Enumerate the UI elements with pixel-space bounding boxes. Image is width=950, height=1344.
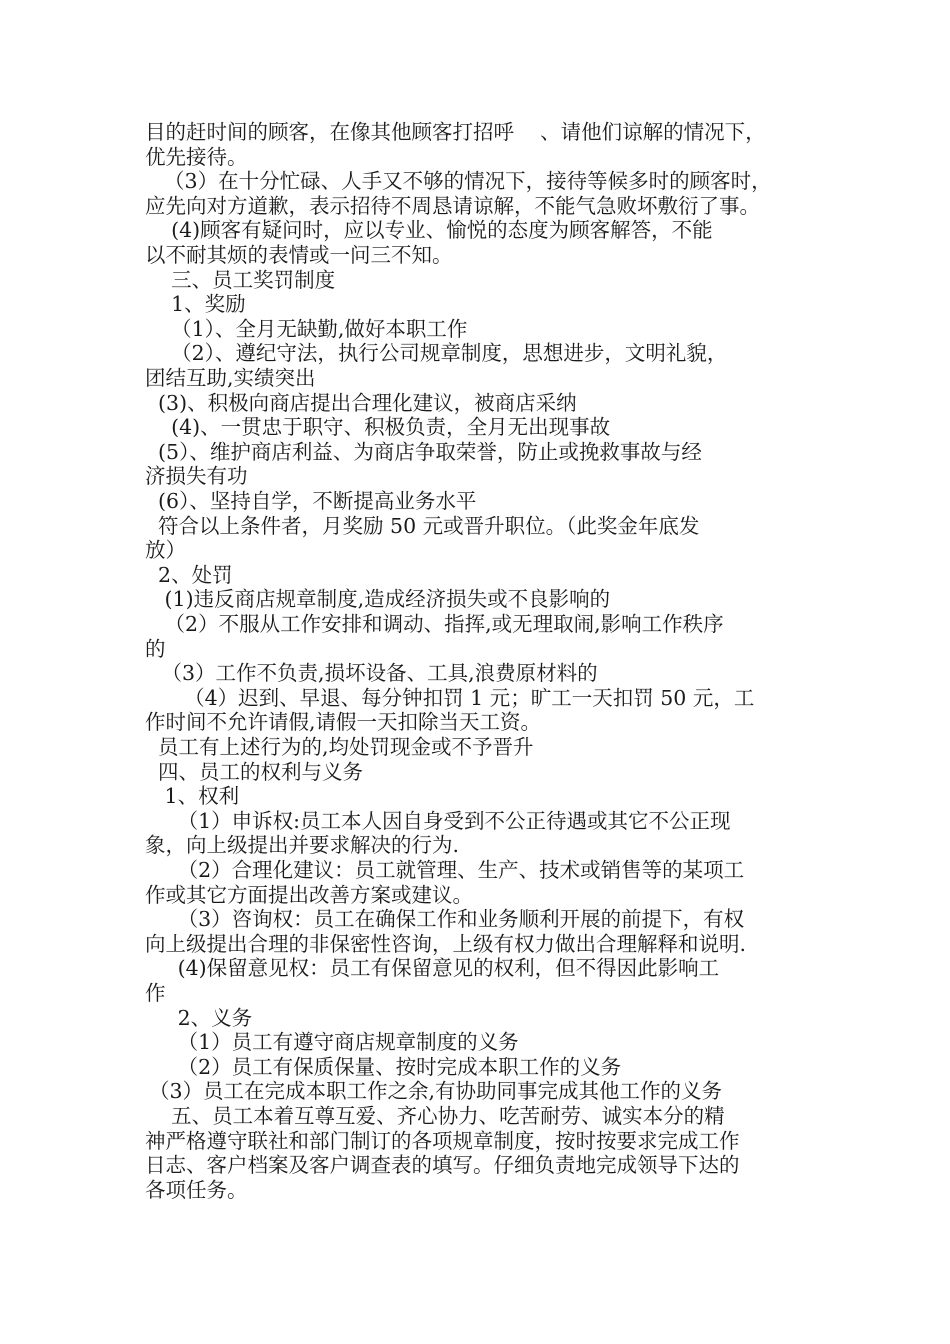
text-line: （3）咨询权：员工在确保工作和业务顺利开展的前提下，有权	[145, 907, 745, 932]
text-line: 神严格遵守联社和部门制订的各项规章制度，按时按要求完成工作	[145, 1128, 740, 1153]
text-line: （3）工作不负责,损坏设备、工具,浪费原材料的	[155, 661, 598, 686]
text-line: (1)违反商店规章制度,造成经济损失或不良影响的	[145, 587, 611, 612]
text-line: （2）员工有保质保量、按时完成本职工作的义务	[145, 1054, 622, 1079]
text-line: （3）在十分忙碌、人手又不够的情况下，接待等候多时的顾客时，	[151, 169, 772, 194]
text-line: (4)保留意见权：员工有保留意见的权利，但不得因此影响工	[145, 956, 720, 981]
text-line: （1）员工有遵守商店规章制度的义务	[145, 1030, 519, 1055]
text-line: （4）迟到、早退、每分钟扣罚 1 元；旷工一天扣罚 50 元，工	[145, 685, 755, 710]
text-line: 符合以上条件者，月奖励 50 元或晋升职位。（此奖金年底发	[145, 513, 700, 538]
text-line: (3)、积极向商店提出合理化建议，被商店采纳	[145, 390, 577, 415]
text-line: （2）、遵纪守法，执行公司规章制度，思想进步，文明礼貌，	[145, 341, 728, 366]
text-line: 三、员工奖罚制度	[145, 267, 336, 292]
text-line: 四、员工的权利与义务	[145, 759, 364, 784]
text-line: 济损失有功	[145, 464, 248, 489]
text-line: 象，向上级提出并要求解决的行为.	[145, 833, 460, 858]
text-line: (5）、维护商店利益、为商店争取荣誉，防止或挽救事故与经	[145, 439, 702, 464]
text-line: 放）	[145, 538, 186, 563]
text-line: 作	[145, 981, 166, 1005]
text-line: 日志、客户档案及客户调查表的填写。仔细负责地完成领导下达的	[145, 1153, 740, 1178]
text-line: 员工有上述行为的,均处罚现金或不予晋升	[145, 735, 534, 759]
text-line: 2、处罚	[145, 562, 233, 587]
text-line: (6）、坚持自学，不断提高业务水平	[145, 489, 477, 513]
text-line: 目的赶时间的顾客，在像其他顾客打招呼 、请他们谅解的情况下，	[145, 120, 766, 144]
text-line: 的	[145, 636, 166, 661]
text-line: 以不耐其烦的表情或一问三不知。	[145, 243, 453, 267]
text-line: 作时间不允许请假,请假一天扣除当天工资。	[145, 710, 542, 735]
text-line: （3）员工在完成本职工作之余,有协助同事完成其他工作的义务	[149, 1079, 723, 1104]
text-line: （1）、全月无缺勤,做好本职工作	[145, 316, 468, 341]
text-line: （2）合理化建议：员工就管理、生产、技术或销售等的某项工	[145, 858, 745, 882]
text-line: 应先向对方道歉，表示招待不周恳请谅解，不能气急败坏敷衍了事。	[145, 193, 760, 218]
text-line: 优先接待。	[145, 144, 248, 169]
text-line: 作或其它方面提出改善方案或建议。	[145, 882, 473, 907]
text-line: 2、义务	[145, 1005, 253, 1030]
text-line: 1、权利	[145, 784, 240, 809]
text-line: 向上级提出合理的非保密性咨询，上级有权力做出合理解释和说明.	[145, 931, 747, 956]
text-line: 1、奖励	[145, 292, 246, 317]
text-line: 五、员工本着互尊互爱、齐心协力、吃苦耐劳、诚实本分的精	[145, 1104, 725, 1128]
text-line: 团结互助,实绩突出	[145, 366, 316, 390]
text-line: （1）申诉权:员工本人因自身受到不公正待遇或其它不公正现	[145, 808, 731, 833]
text-line: (4)、一贯忠于职守、积极负责，全月无出现事故	[145, 415, 611, 440]
text-line: (4)顾客有疑问时，应以专业、愉悦的态度为顾客解答，不能	[145, 218, 713, 243]
text-line: （2）不服从工作安排和调动、指挥,或无理取闹,影响工作秩序	[145, 612, 724, 636]
text-line: 各项任务。	[145, 1177, 248, 1202]
